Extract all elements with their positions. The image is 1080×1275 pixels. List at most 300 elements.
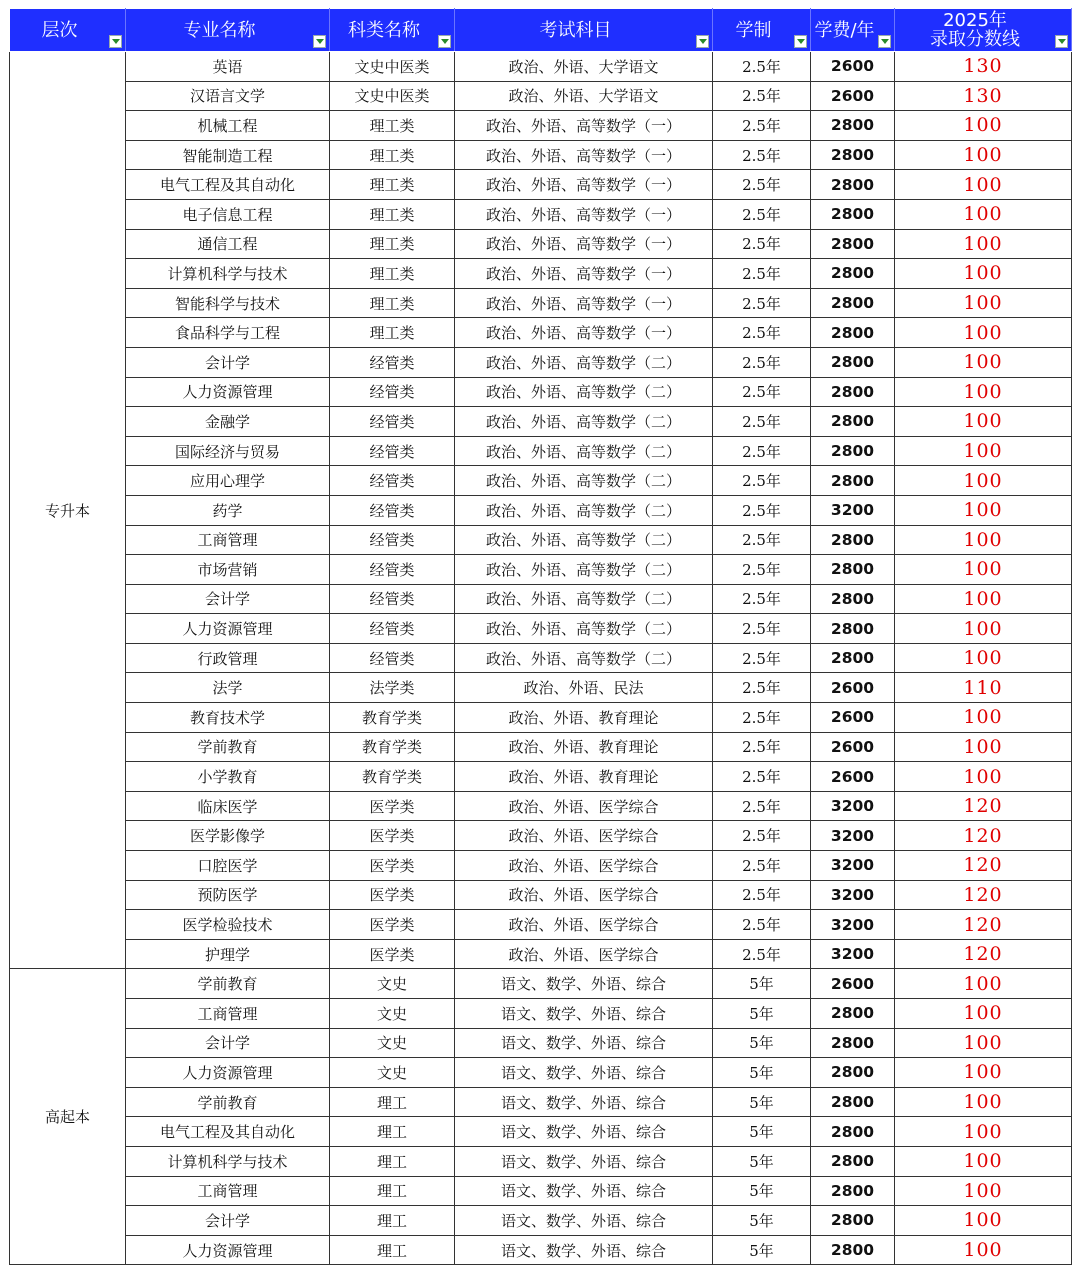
category-cell[interactable]: 法学类 [330,673,455,703]
table-row [10,614,1072,644]
duration-cell[interactable]: 5年 [713,969,811,999]
exam-cell[interactable]: 政治、外语、高等数学（一） [455,259,713,289]
table-row [10,584,1072,614]
category-cell[interactable]: 教育学类 [330,762,455,792]
table-row [10,259,1072,289]
fee-cell[interactable]: 2800 [811,259,895,289]
fee-cell[interactable]: 2800 [811,466,895,496]
duration-cell[interactable]: 5年 [713,1028,811,1058]
category-cell[interactable]: 医学类 [330,821,455,851]
fee-cell[interactable]: 2800 [811,111,895,141]
table-row [10,1087,1072,1117]
score-cell[interactable]: 100 [895,1206,1072,1236]
fee-cell[interactable]: 2800 [811,170,895,200]
duration-cell[interactable]: 2.5年 [713,910,811,940]
filter-arrow-icon [1058,39,1066,44]
score-cell[interactable]: 100 [895,1117,1072,1147]
exam-cell[interactable]: 政治、外语、高等数学（二） [455,495,713,525]
table-row [10,643,1072,673]
fee-cell[interactable]: 2800 [811,614,895,644]
table-row [10,140,1072,170]
major-cell[interactable]: 药学 [126,495,330,525]
fee-cell[interactable]: 2600 [811,81,895,111]
duration-cell[interactable]: 2.5年 [713,52,811,82]
score-cell[interactable]: 100 [895,347,1072,377]
duration-cell[interactable]: 5年 [713,1235,811,1265]
score-cell[interactable]: 120 [895,910,1072,940]
table-row [10,791,1072,821]
category-cell[interactable]: 理工类 [330,111,455,141]
fee-cell[interactable]: 2600 [811,762,895,792]
exam-cell[interactable]: 政治、外语、民法 [455,673,713,703]
category-cell[interactable]: 理工 [330,1176,455,1206]
fee-cell[interactable]: 2800 [811,999,895,1029]
score-cell[interactable]: 100 [895,111,1072,141]
major-cell[interactable]: 口腔医学 [126,851,330,881]
exam-cell[interactable]: 语文、数学、外语、综合 [455,999,713,1029]
duration-cell[interactable]: 5年 [713,1206,811,1236]
table-row [10,969,1072,999]
duration-cell[interactable]: 5年 [713,999,811,1029]
major-cell[interactable]: 学前教育 [126,1087,330,1117]
category-cell[interactable]: 经管类 [330,555,455,585]
major-cell[interactable]: 临床医学 [126,791,330,821]
category-cell[interactable]: 医学类 [330,880,455,910]
exam-cell[interactable]: 语文、数学、外语、综合 [455,1206,713,1236]
exam-cell[interactable]: 语文、数学、外语、综合 [455,1087,713,1117]
duration-cell[interactable]: 2.5年 [713,111,811,141]
duration-cell[interactable]: 2.5年 [713,584,811,614]
score-cell[interactable]: 120 [895,851,1072,881]
category-cell[interactable]: 经管类 [330,495,455,525]
exam-cell[interactable]: 政治、外语、医学综合 [455,939,713,969]
fee-cell[interactable]: 3200 [811,910,895,940]
table-row [10,347,1072,377]
major-cell[interactable]: 会计学 [126,1206,330,1236]
fee-cell[interactable]: 2800 [811,525,895,555]
exam-cell[interactable]: 政治、外语、高等数学（一） [455,140,713,170]
major-cell[interactable]: 计算机科学与技术 [126,259,330,289]
category-cell[interactable]: 理工 [330,1206,455,1236]
fee-cell[interactable]: 2800 [811,1235,895,1265]
major-cell[interactable]: 机械工程 [126,111,330,141]
table-row [10,229,1072,259]
score-cell[interactable]: 100 [895,643,1072,673]
category-cell[interactable]: 医学类 [330,851,455,881]
filter-dropdown-button[interactable] [794,35,807,48]
table-row [10,288,1072,318]
score-cell[interactable]: 100 [895,1028,1072,1058]
category-cell[interactable]: 理工 [330,1117,455,1147]
table-row [10,880,1072,910]
category-cell[interactable]: 文史 [330,1028,455,1058]
score-cell[interactable]: 120 [895,939,1072,969]
filter-arrow-icon [112,39,120,44]
duration-cell[interactable]: 2.5年 [713,880,811,910]
table-row [10,318,1072,348]
exam-cell[interactable]: 政治、外语、高等数学（二） [455,436,713,466]
filter-arrow-icon [699,39,707,44]
score-cell[interactable]: 100 [895,140,1072,170]
fee-cell[interactable]: 2800 [811,377,895,407]
exam-cell[interactable]: 语文、数学、外语、综合 [455,1146,713,1176]
major-cell[interactable]: 电子信息工程 [126,199,330,229]
duration-cell[interactable]: 2.5年 [713,762,811,792]
exam-cell[interactable]: 政治、外语、医学综合 [455,791,713,821]
duration-cell[interactable]: 2.5年 [713,407,811,437]
exam-cell[interactable]: 政治、外语、高等数学（一） [455,318,713,348]
table-row [10,762,1072,792]
category-cell[interactable]: 理工类 [330,288,455,318]
score-cell[interactable]: 100 [895,525,1072,555]
category-cell[interactable]: 理工 [330,1087,455,1117]
score-cell[interactable]: 100 [895,229,1072,259]
category-cell[interactable]: 教育学类 [330,732,455,762]
score-cell[interactable]: 100 [895,170,1072,200]
major-cell[interactable]: 电气工程及其自动化 [126,1117,330,1147]
major-cell[interactable]: 人力资源管理 [126,1235,330,1265]
fee-cell[interactable]: 2800 [811,1058,895,1088]
admissions-spreadsheet [9,8,1071,1265]
score-cell[interactable]: 100 [895,259,1072,289]
score-cell[interactable]: 100 [895,495,1072,525]
duration-cell[interactable]: 5年 [713,1176,811,1206]
fee-cell[interactable]: 2800 [811,140,895,170]
duration-cell[interactable]: 2.5年 [713,318,811,348]
duration-cell[interactable]: 2.5年 [713,643,811,673]
major-cell[interactable]: 护理学 [126,939,330,969]
duration-cell[interactable]: 2.5年 [713,732,811,762]
filter-arrow-icon [316,39,324,44]
major-cell[interactable]: 会计学 [126,584,330,614]
major-cell[interactable]: 医学检验技术 [126,910,330,940]
exam-cell[interactable]: 政治、外语、高等数学（一） [455,199,713,229]
category-cell[interactable]: 经管类 [330,407,455,437]
fee-cell[interactable]: 2800 [811,1028,895,1058]
duration-cell[interactable]: 2.5年 [713,229,811,259]
table-row [10,851,1072,881]
table-row [10,1206,1072,1236]
fee-cell[interactable]: 2800 [811,584,895,614]
score-cell[interactable]: 100 [895,407,1072,437]
table-row [10,466,1072,496]
exam-cell[interactable]: 语文、数学、外语、综合 [455,1117,713,1147]
table-row [10,999,1072,1029]
admissions-table [9,8,1072,1265]
category-cell[interactable]: 理工类 [330,140,455,170]
filter-dropdown-button[interactable] [1055,35,1068,48]
exam-cell[interactable]: 政治、外语、高等数学（一） [455,288,713,318]
duration-cell[interactable]: 2.5年 [713,259,811,289]
duration-cell[interactable]: 2.5年 [713,199,811,229]
major-cell[interactable]: 英语 [126,52,330,82]
level-cell[interactable]: 专升本 [10,52,126,969]
major-cell[interactable]: 食品科学与工程 [126,318,330,348]
table-row [10,821,1072,851]
exam-cell[interactable]: 政治、外语、教育理论 [455,762,713,792]
major-cell[interactable]: 智能制造工程 [126,140,330,170]
fee-cell[interactable]: 2800 [811,229,895,259]
major-cell[interactable]: 工商管理 [126,999,330,1029]
major-cell[interactable]: 计算机科学与技术 [126,1146,330,1176]
category-cell[interactable]: 经管类 [330,643,455,673]
duration-cell[interactable]: 2.5年 [713,140,811,170]
fee-cell[interactable]: 2800 [811,1087,895,1117]
category-cell[interactable]: 经管类 [330,377,455,407]
category-cell[interactable]: 经管类 [330,436,455,466]
category-cell[interactable]: 经管类 [330,614,455,644]
exam-cell[interactable]: 语文、数学、外语、综合 [455,1235,713,1265]
fee-cell[interactable]: 3200 [811,821,895,851]
filter-dropdown-button[interactable] [313,35,326,48]
score-cell[interactable]: 100 [895,614,1072,644]
category-cell[interactable]: 文史 [330,1058,455,1088]
duration-cell[interactable]: 2.5年 [713,525,811,555]
major-cell[interactable]: 工商管理 [126,525,330,555]
exam-cell[interactable]: 政治、外语、教育理论 [455,732,713,762]
table-row [10,1235,1072,1265]
fee-cell[interactable]: 2800 [811,347,895,377]
fee-cell[interactable]: 3200 [811,851,895,881]
exam-cell[interactable]: 政治、外语、高等数学（二） [455,407,713,437]
score-cell[interactable]: 100 [895,318,1072,348]
table-row [10,910,1072,940]
fee-cell[interactable]: 2600 [811,732,895,762]
fee-cell[interactable]: 2800 [811,555,895,585]
major-cell[interactable]: 预防医学 [126,880,330,910]
exam-cell[interactable]: 政治、外语、医学综合 [455,880,713,910]
major-cell[interactable]: 法学 [126,673,330,703]
category-cell[interactable]: 理工类 [330,170,455,200]
score-cell[interactable]: 100 [895,1087,1072,1117]
fee-cell[interactable]: 3200 [811,791,895,821]
duration-cell[interactable]: 2.5年 [713,377,811,407]
duration-cell[interactable]: 2.5年 [713,851,811,881]
exam-cell[interactable]: 语文、数学、外语、综合 [455,969,713,999]
duration-cell[interactable]: 2.5年 [713,821,811,851]
major-cell[interactable]: 电气工程及其自动化 [126,170,330,200]
table-row [10,111,1072,141]
major-cell[interactable]: 行政管理 [126,643,330,673]
filter-arrow-icon [441,39,449,44]
exam-cell[interactable]: 政治、外语、高等数学（二） [455,525,713,555]
score-cell[interactable]: 100 [895,288,1072,318]
exam-cell[interactable]: 政治、外语、高等数学（一） [455,170,713,200]
exam-cell[interactable]: 政治、外语、高等数学（一） [455,229,713,259]
duration-cell[interactable]: 2.5年 [713,347,811,377]
filter-dropdown-button[interactable] [696,35,709,48]
score-cell[interactable]: 100 [895,999,1072,1029]
exam-cell[interactable]: 政治、外语、高等数学（二） [455,555,713,585]
major-cell[interactable]: 工商管理 [126,1176,330,1206]
exam-cell[interactable]: 政治、外语、医学综合 [455,910,713,940]
duration-cell[interactable]: 5年 [713,1146,811,1176]
major-cell[interactable]: 学前教育 [126,732,330,762]
fee-cell[interactable]: 2800 [811,199,895,229]
category-cell[interactable]: 理工类 [330,259,455,289]
level-cell[interactable]: 高起本 [10,969,126,1265]
fee-cell[interactable]: 2800 [811,643,895,673]
exam-cell[interactable]: 政治、外语、医学综合 [455,851,713,881]
category-cell[interactable]: 文史中医类 [330,81,455,111]
exam-cell[interactable]: 语文、数学、外语、综合 [455,1028,713,1058]
score-cell[interactable]: 100 [895,762,1072,792]
category-cell[interactable]: 医学类 [330,791,455,821]
score-cell[interactable]: 100 [895,555,1072,585]
category-cell[interactable]: 经管类 [330,466,455,496]
fee-cell[interactable]: 3200 [811,880,895,910]
major-cell[interactable]: 应用心理学 [126,466,330,496]
score-cell[interactable]: 100 [895,732,1072,762]
category-cell[interactable]: 医学类 [330,910,455,940]
exam-cell[interactable]: 政治、外语、教育理论 [455,703,713,733]
duration-cell[interactable]: 5年 [713,1087,811,1117]
score-cell[interactable]: 100 [895,466,1072,496]
category-cell[interactable]: 理工 [330,1146,455,1176]
fee-cell[interactable]: 2800 [811,1176,895,1206]
exam-cell[interactable]: 政治、外语、高等数学（二） [455,614,713,644]
category-cell[interactable]: 文史 [330,969,455,999]
score-cell[interactable]: 120 [895,791,1072,821]
table-row [10,555,1072,585]
major-cell[interactable]: 会计学 [126,1028,330,1058]
exam-cell[interactable]: 政治、外语、高等数学（二） [455,347,713,377]
score-cell[interactable]: 100 [895,436,1072,466]
fee-cell[interactable]: 2600 [811,969,895,999]
header-major: 专业名称 [126,9,330,52]
exam-cell[interactable]: 政治、外语、大学语文 [455,81,713,111]
major-cell[interactable]: 市场营销 [126,555,330,585]
header-fee: 学费/年 [811,9,895,52]
table-row [10,199,1072,229]
score-cell[interactable]: 120 [895,821,1072,851]
exam-cell[interactable]: 政治、外语、高等数学（二） [455,377,713,407]
major-cell[interactable]: 国际经济与贸易 [126,436,330,466]
header-level: 层次 [10,9,126,52]
filter-dropdown-button[interactable] [438,35,451,48]
fee-cell[interactable]: 2600 [811,703,895,733]
major-cell[interactable]: 人力资源管理 [126,614,330,644]
score-cell[interactable]: 110 [895,673,1072,703]
score-cell[interactable]: 100 [895,1058,1072,1088]
score-cell[interactable]: 120 [895,880,1072,910]
fee-cell[interactable]: 3200 [811,939,895,969]
major-cell[interactable]: 会计学 [126,347,330,377]
fee-cell[interactable]: 2800 [811,1117,895,1147]
category-cell[interactable]: 教育学类 [330,703,455,733]
duration-cell[interactable]: 2.5年 [713,703,811,733]
table-row [10,495,1072,525]
header-category: 科类名称 [330,9,455,52]
table-row [10,703,1072,733]
exam-cell[interactable]: 政治、外语、高等数学（二） [455,466,713,496]
table-row [10,1117,1072,1147]
score-cell[interactable]: 100 [895,703,1072,733]
category-cell[interactable]: 经管类 [330,584,455,614]
category-cell[interactable]: 经管类 [330,525,455,555]
duration-cell[interactable]: 2.5年 [713,495,811,525]
duration-cell[interactable]: 2.5年 [713,939,811,969]
table-row [10,673,1072,703]
duration-cell[interactable]: 2.5年 [713,81,811,111]
major-cell[interactable]: 通信工程 [126,229,330,259]
exam-cell[interactable]: 政治、外语、大学语文 [455,52,713,82]
fee-cell[interactable]: 2800 [811,1206,895,1236]
fee-cell[interactable]: 2800 [811,407,895,437]
duration-cell[interactable]: 2.5年 [713,673,811,703]
duration-cell[interactable]: 5年 [713,1058,811,1088]
score-cell[interactable]: 100 [895,969,1072,999]
exam-cell[interactable]: 政治、外语、医学综合 [455,821,713,851]
score-cell[interactable]: 100 [895,584,1072,614]
major-cell[interactable]: 智能科学与技术 [126,288,330,318]
header-score: 2025年 录取分数线 [895,9,1072,52]
exam-cell[interactable]: 政治、外语、高等数学（二） [455,584,713,614]
category-cell[interactable]: 经管类 [330,347,455,377]
category-cell[interactable]: 理工类 [330,229,455,259]
fee-cell[interactable]: 2600 [811,673,895,703]
major-cell[interactable]: 学前教育 [126,969,330,999]
category-cell[interactable]: 医学类 [330,939,455,969]
category-cell[interactable]: 文史中医类 [330,52,455,82]
exam-cell[interactable]: 政治、外语、高等数学（一） [455,111,713,141]
table-row [10,1146,1072,1176]
score-cell[interactable]: 130 [895,81,1072,111]
major-cell[interactable]: 小学教育 [126,762,330,792]
category-cell[interactable]: 文史 [330,999,455,1029]
table-row [10,939,1072,969]
fee-cell[interactable]: 3200 [811,495,895,525]
fee-cell[interactable]: 2800 [811,436,895,466]
table-row [10,525,1072,555]
duration-cell[interactable]: 2.5年 [713,614,811,644]
category-cell[interactable]: 理工类 [330,318,455,348]
exam-cell[interactable]: 政治、外语、高等数学（二） [455,643,713,673]
duration-cell[interactable]: 2.5年 [713,170,811,200]
score-cell[interactable]: 100 [895,377,1072,407]
duration-cell[interactable]: 2.5年 [713,288,811,318]
category-cell[interactable]: 理工 [330,1235,455,1265]
duration-cell[interactable]: 2.5年 [713,466,811,496]
fee-cell[interactable]: 2800 [811,288,895,318]
major-cell[interactable]: 医学影像学 [126,821,330,851]
major-cell[interactable]: 人力资源管理 [126,1058,330,1088]
filter-dropdown-button[interactable] [109,35,122,48]
major-cell[interactable]: 金融学 [126,407,330,437]
duration-cell[interactable]: 2.5年 [713,555,811,585]
score-cell[interactable]: 100 [895,199,1072,229]
exam-cell[interactable]: 语文、数学、外语、综合 [455,1176,713,1206]
duration-cell[interactable]: 5年 [713,1117,811,1147]
major-cell[interactable]: 人力资源管理 [126,377,330,407]
score-cell[interactable]: 100 [895,1176,1072,1206]
score-cell[interactable]: 130 [895,52,1072,82]
filter-dropdown-button[interactable] [878,35,891,48]
fee-cell[interactable]: 2800 [811,1146,895,1176]
fee-cell[interactable]: 2600 [811,52,895,82]
score-cell[interactable]: 100 [895,1146,1072,1176]
table-row [10,732,1072,762]
score-cell[interactable]: 100 [895,1235,1072,1265]
filter-arrow-icon [881,39,889,44]
major-cell[interactable]: 教育技术学 [126,703,330,733]
duration-cell[interactable]: 2.5年 [713,791,811,821]
major-cell[interactable]: 汉语言文学 [126,81,330,111]
category-cell[interactable]: 理工类 [330,199,455,229]
exam-cell[interactable]: 语文、数学、外语、综合 [455,1058,713,1088]
duration-cell[interactable]: 2.5年 [713,436,811,466]
fee-cell[interactable]: 2800 [811,318,895,348]
